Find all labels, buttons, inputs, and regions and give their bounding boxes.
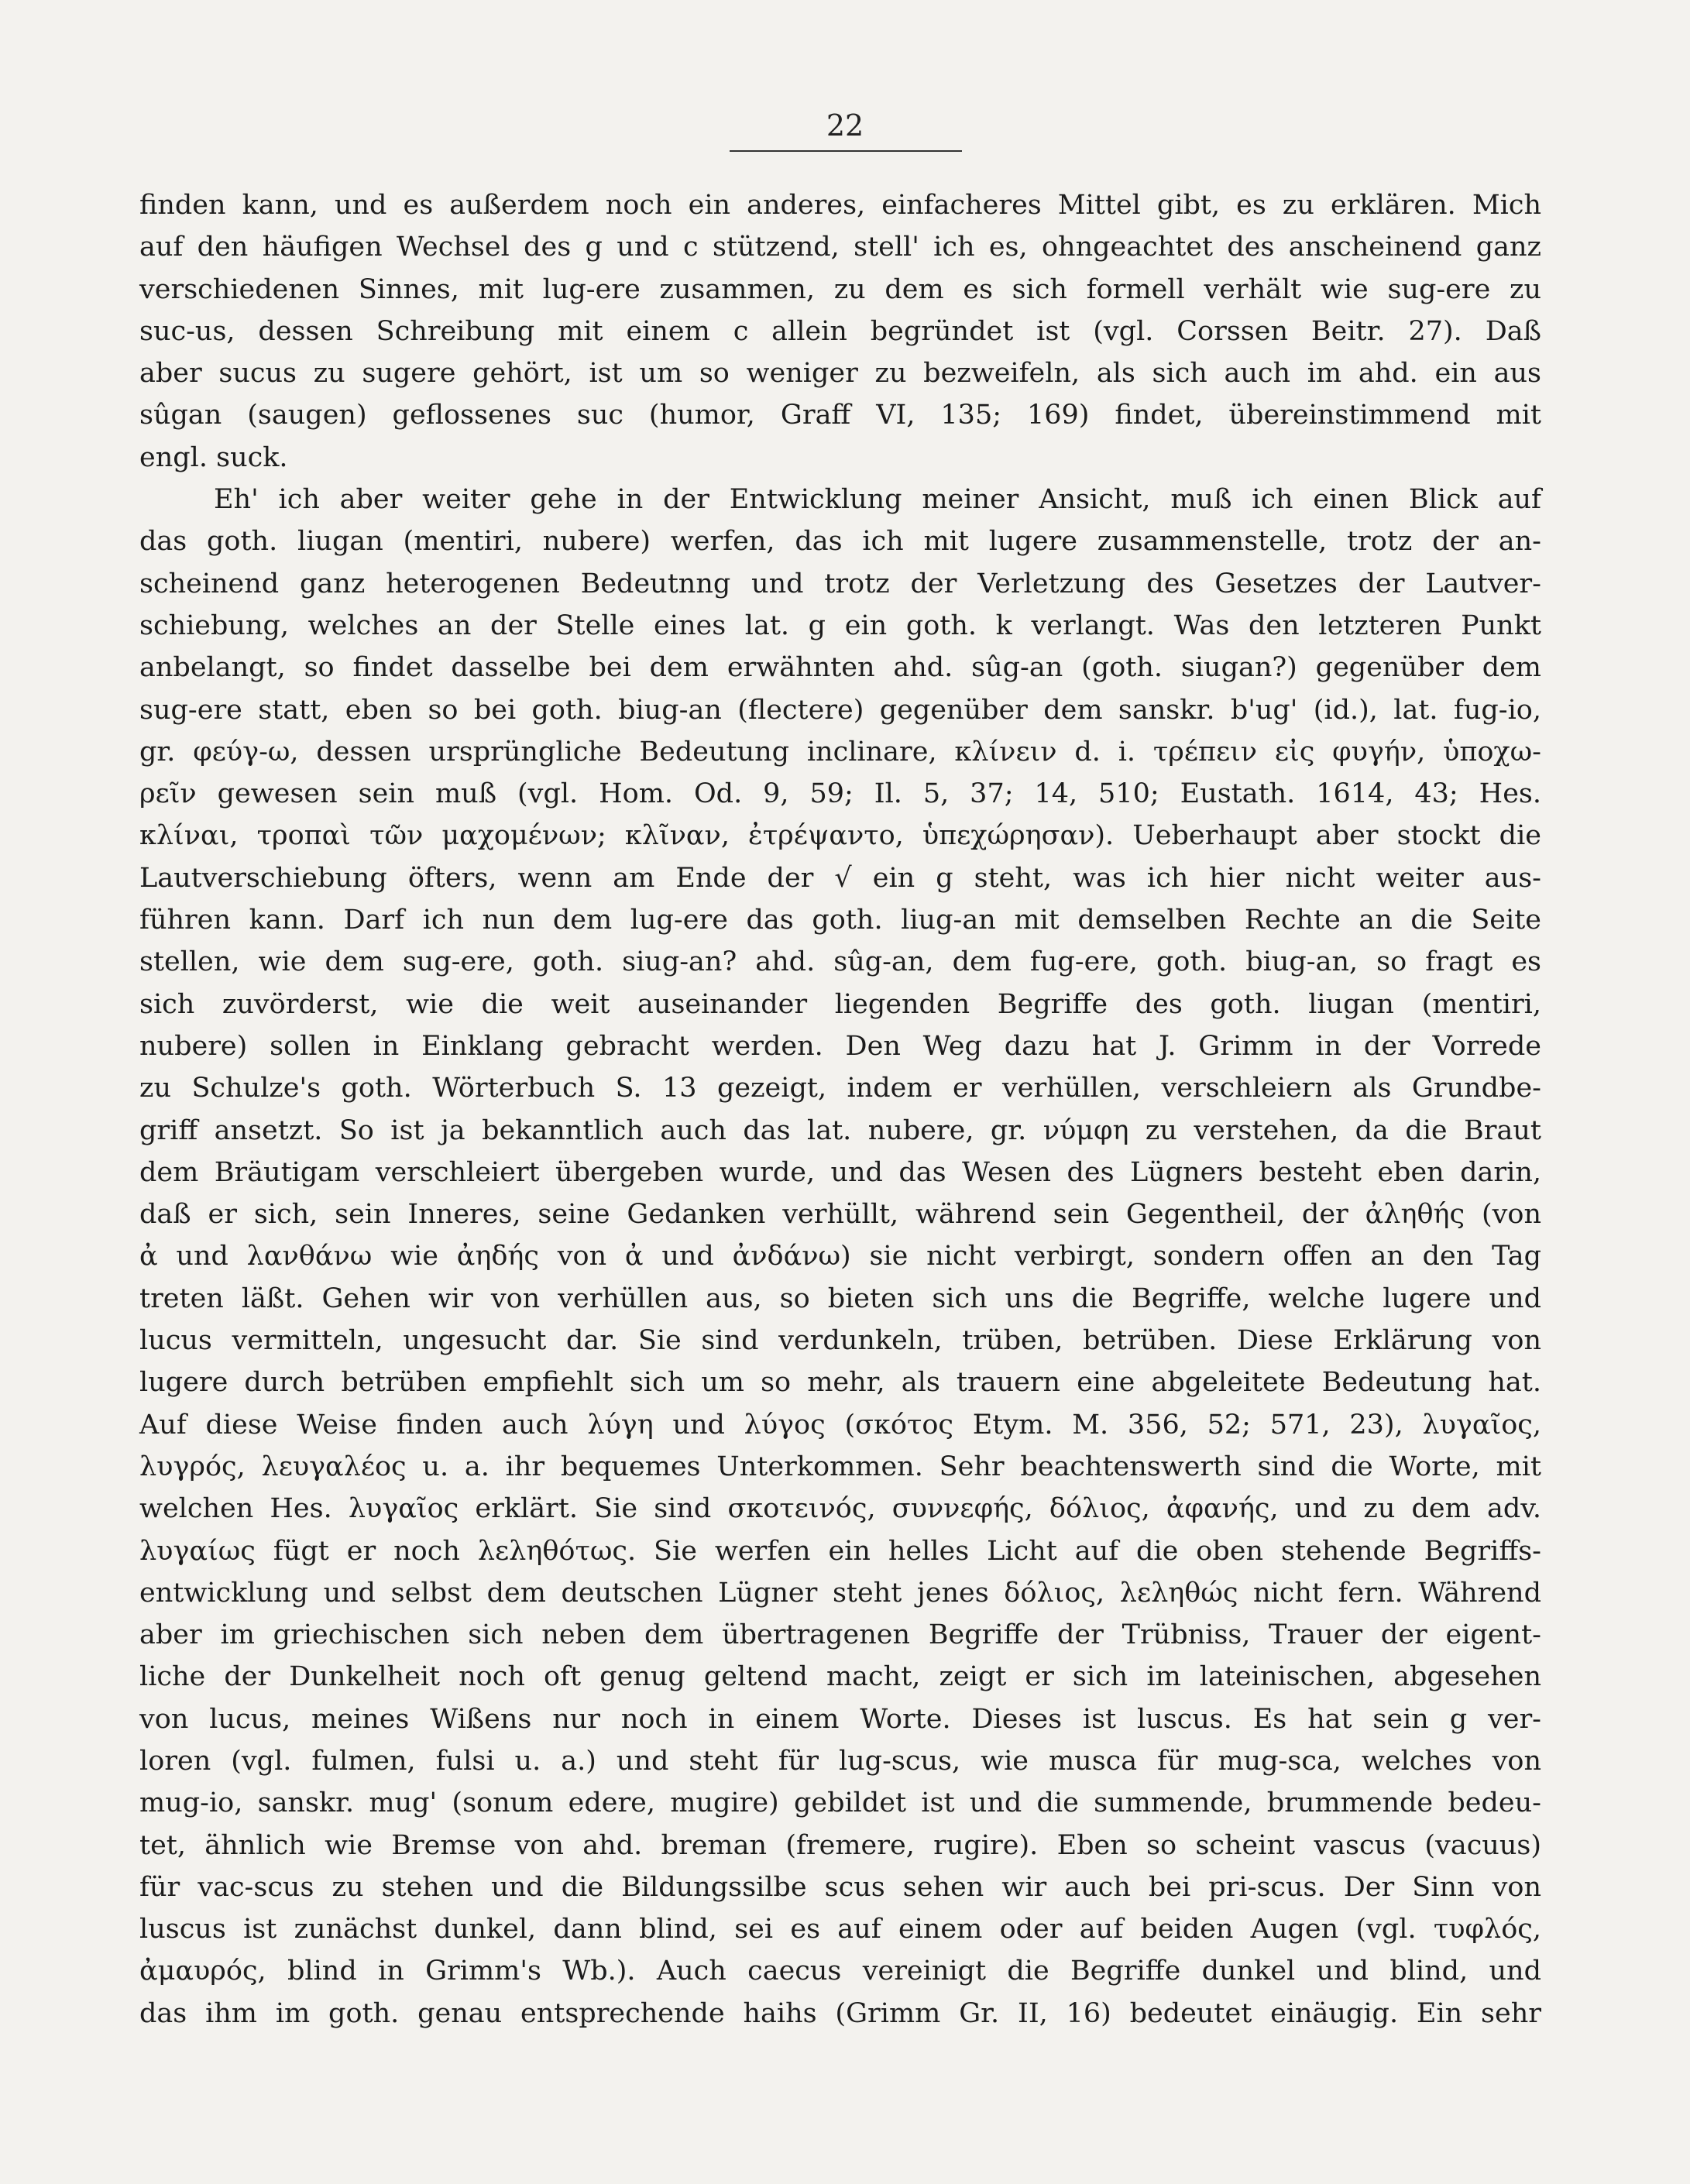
- text-line: luscus ist zunächst dunkel, dann blind, sei es auf einem oder auf beiden Augen (vgl. τυφλός,: [139, 1914, 1541, 1945]
- text-line: zu Schulze's goth. Wörterbuch S. 13 gezeigt, indem er verhüllen, verschleiern als Grundbe-: [139, 1073, 1541, 1104]
- text-line: nubere) sollen in Einklang gebracht werden. Den Weg dazu hat J. Grimm in der Vorrede: [139, 1030, 1541, 1062]
- text-line: λυγρός, λευγαλέος u. a. ihr bequemes Unterkommen. Sehr beachtenswerth sind die Worte, mit: [139, 1451, 1541, 1482]
- text-line: loren (vgl. fulmen, fulsi u. a.) und steht für lug-scus, wie musca für mug-sca, welches von: [139, 1745, 1541, 1777]
- text-line: Auf diese Weise finden auch λύγη und λύγος (σκότος Etym. M. 356, 52; 571, 23), λυγαῖος,: [139, 1409, 1541, 1441]
- text-line: das goth. liugan (mentiri, nubere) werfen, das ich mit lugere zusammenstelle, trotz der an-: [139, 526, 1541, 558]
- page-number: 22: [826, 108, 864, 143]
- text-line: ρεῖν gewesen sein muß (vgl. Hom. Od. 9, 59; Il. 5, 37; 14, 510; Eustath. 1614, 43; Hes.: [139, 778, 1541, 810]
- text-line: anbelangt, so findet dasselbe bei dem erwähnten ahd. sûg-an (goth. siugan?) gegenüber dem: [139, 652, 1541, 684]
- text-line: ἀμαυρός, blind in Grimm's Wb.). Auch caecus vereinigt die Begriffe dunkel und blind, und: [139, 1956, 1541, 1987]
- text-line: führen kann. Darf ich nun dem lug-ere das goth. liug-an mit demselben Rechte an die Seite: [139, 905, 1541, 936]
- text-line: auf den häufigen Wechsel des g und c stützend, stell' ich es, ohngeachtet des anscheinend ganz: [139, 232, 1541, 263]
- text-line: verschiedenen Sinnes, mit lug-ere zusammen, zu dem es sich formell verhält wie sug-ere zu: [139, 273, 1541, 305]
- text-line: gr. φεύγ-ω, dessen ursprüngliche Bedeutung inclinare, κλίνειν d. i. τρέπειν εἰς φυγήν, ὑποχω-: [139, 736, 1541, 767]
- text-line: welchen Hes. λυγαῖος erklärt. Sie sind σκοτεινός, συννεφής, δόλιος, ἀφανής, und zu dem adv.: [139, 1493, 1541, 1525]
- text-line: Eh' ich aber weiter gehe in der Entwicklung meiner Ansicht, muß ich einen Blick auf: [214, 484, 1541, 516]
- text-line: suc-us, dessen Schreibung mit einem c allein begründet ist (vgl. Corssen Beitr. 27). Daß: [139, 315, 1541, 347]
- text-line: ἀ und λανθάνω wie ἀηδής von ἀ und ἀνδάνω) sie nicht verbirgt, sondern offen an den Tag: [139, 1241, 1541, 1272]
- text-line: aber im griechischen sich neben dem übertragenen Begriffe der Trübniss, Trauer der eigent-: [139, 1619, 1541, 1651]
- text-line: aber sucus zu sugere gehört, ist um so weniger zu bezweifeln, als sich auch im ahd. ein aus: [139, 358, 1541, 390]
- text-line: engl. suck.: [139, 441, 288, 473]
- body-text: [139, 184, 1541, 2035]
- text-line: lucus vermitteln, ungesucht dar. Sie sind verdunkeln, trüben, betrüben. Diese Erklärung von: [139, 1325, 1541, 1357]
- text-line: griff ansetzt. So ist ja bekanntlich auch das lat. nubere, gr. νύμφη zu verstehen, da die Braut: [139, 1114, 1541, 1146]
- text-line: treten läßt. Gehen wir von verhüllen aus, so bieten sich uns die Begriffe, welche lugere und: [139, 1283, 1541, 1314]
- text-line: das ihm im goth. genau entsprechende haihs (Grimm Gr. II, 16) bedeutet einäugig. Ein sehr: [139, 1997, 1541, 2029]
- text-line: von lucus, meines Wißens nur noch in einem Worte. Dieses ist luscus. Es hat sein g ver-: [139, 1703, 1541, 1735]
- text-line: für vac-scus zu stehen und die Bildungssilbe scus sehen wir auch bei pri-scus. Der Sinn von: [139, 1871, 1541, 1903]
- text-line: stellen, wie dem sug-ere, goth. siug-an? ahd. sûg-an, dem fug-ere, goth. biug-an, so fragt es: [139, 946, 1541, 978]
- text-line: entwicklung und selbst dem deutschen Lügner steht jenes δόλιος, λεληθώς nicht fern. Während: [139, 1577, 1541, 1609]
- text-line: finden kann, und es außerdem noch ein anderes, einfacheres Mittel gibt, es zu erklären. Mich: [139, 190, 1541, 221]
- text-line: sug-ere statt, eben so bei goth. biug-an (flectere) gegenüber dem sanskr. b'ug' (id.), lat. fug-io,: [139, 694, 1541, 726]
- text-line: scheinend ganz heterogenen Bedeutnng und trotz der Verletzung des Gesetzes der Lautver-: [139, 568, 1541, 599]
- text-line: λυγαίως fügt er noch λεληθότως. Sie werfen ein helles Licht auf die oben stehende Begriffs-: [139, 1535, 1541, 1567]
- text-line: daß er sich, sein Inneres, seine Gedanken verhüllt, während sein Gegentheil, der ἀληθής (von: [139, 1199, 1541, 1231]
- text-line: tet, ähnlich wie Bremse von ahd. breman (fremere, rugire). Eben so scheint vascus (vacuus): [139, 1829, 1541, 1861]
- text-line: dem Bräutigam verschleiert übergeben wurde, und das Wesen des Lügners besteht eben darin,: [139, 1156, 1541, 1188]
- header-rule: [730, 150, 962, 152]
- text-line: sûgan (saugen) geflossenes suc (humor, Graff VI, 135; 169) findet, übereinstimmend mit: [139, 400, 1541, 431]
- text-line: κλίναι, τροπαὶ τῶν μαχομένων; κλῖναν, ἐτρέψαντο, ὑπεχώρησαν). Ueberhaupt aber stockt die: [139, 820, 1541, 852]
- text-line: liche der Dunkelheit noch oft genug geltend macht, zeigt er sich im lateinischen, abgesehen: [139, 1661, 1541, 1693]
- text-line: Lautverschiebung öfters, wenn am Ende der √ ein g steht, was ich hier nicht weiter aus-: [139, 862, 1541, 894]
- text-line: lugere durch betrüben empfiehlt sich um so mehr, als trauern eine abgeleitete Bedeutung hat.: [139, 1367, 1541, 1399]
- text-line: schiebung, welches an der Stelle eines lat. g ein goth. k verlangt. Was den letzteren Punkt: [139, 610, 1541, 641]
- text-line: mug-io, sanskr. mug' (sonum edere, mugire) gebildet ist und die summende, brummende bedeu-: [139, 1787, 1541, 1819]
- text-line: sich zuvörderst, wie die weit auseinander liegenden Begriffe des goth. liugan (mentiri,: [139, 988, 1541, 1020]
